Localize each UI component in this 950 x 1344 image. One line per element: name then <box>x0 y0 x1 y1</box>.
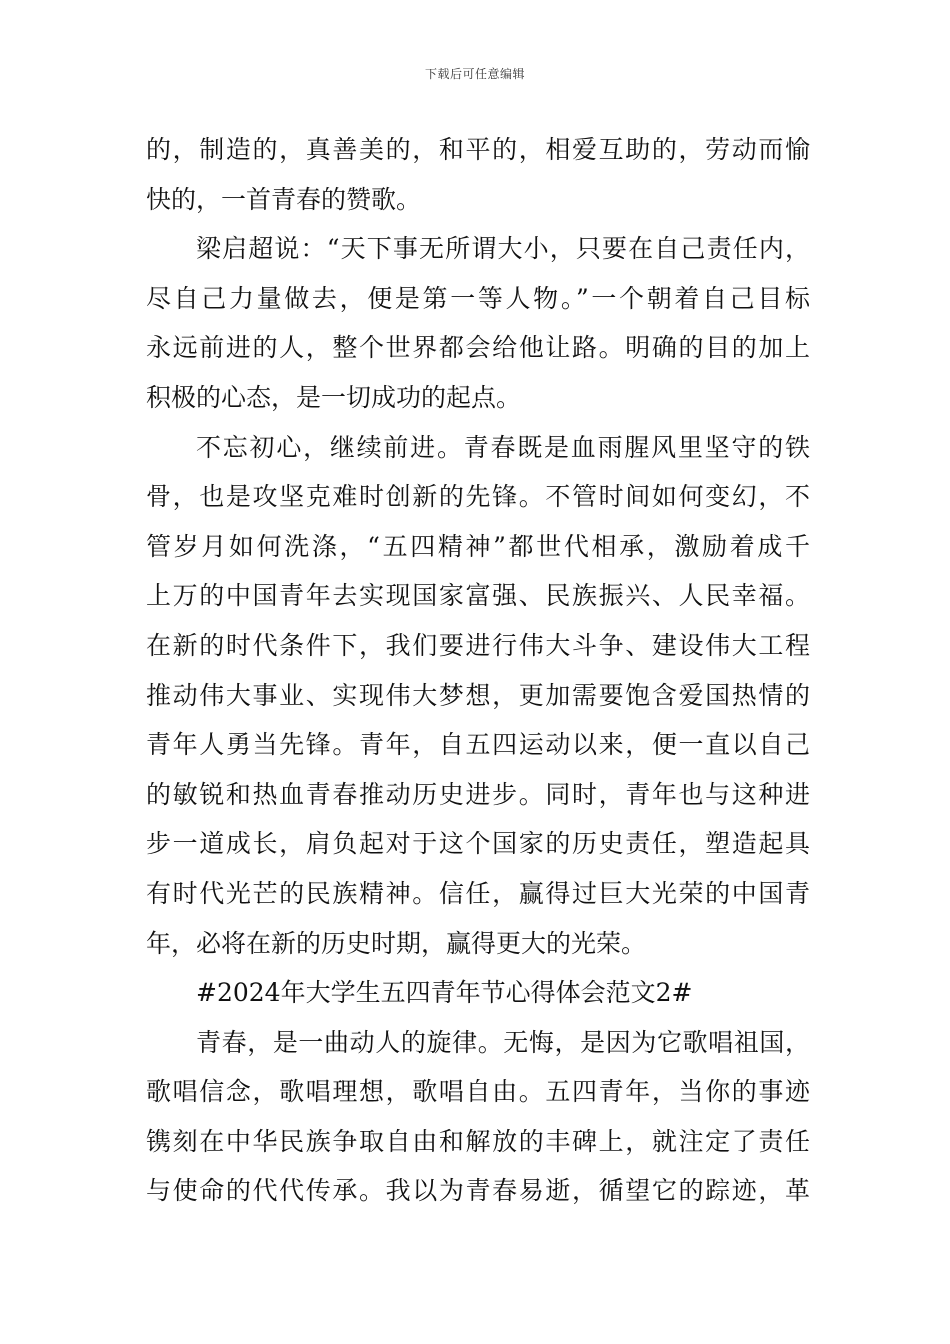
text-line: 的，制造的，真善美的，和平的，相爱互助的，劳动而愉 <box>146 135 810 164</box>
text-line: 年，必将在新的历史时期，赢得更大的光荣。 <box>146 928 647 958</box>
page-header: 下载后可任意编辑 <box>424 67 525 81</box>
text-line: 管岁月如何洗涤，“五四精神”都世代相承，激励着成千 <box>146 531 810 561</box>
text-line: 镌刻在中华民族争取自由和解放的丰碑上，就注定了责任 <box>146 1126 810 1156</box>
text-line: 不忘初心，继续前进。青春既是血雨腥风里坚守的铁 <box>196 432 810 462</box>
text-line: 永远前进的人，整个世界都会给他让路。明确的目的加上 <box>146 333 810 363</box>
text-line: 的敏锐和热血青春推动历史进步。同时，青年也与这种进 <box>146 779 810 809</box>
text-line: #2024年大学生五四青年节心得体会范文2# <box>196 978 693 1008</box>
text-line: 在新的时代条件下，我们要进行伟大斗争、建设伟大工程 <box>146 630 810 660</box>
text-line: 上万的中国青年去实现国家富强、民族振兴、人民幸福。 <box>146 581 810 611</box>
text-line: 歌唱信念，歌唱理想，歌唱自由。五四青年，当你的事迹 <box>146 1077 810 1107</box>
text-line: 与使命的代代传承。我以为青春易逝，循望它的踪迹，革 <box>146 1176 810 1206</box>
text-line: 梁启超说：“天下事无所谓大小，只要在自己责任内， <box>196 234 810 264</box>
text-line: 骨，也是攻坚克难时创新的先锋。不管时间如何变幻，不 <box>146 482 810 512</box>
text-line: 青春，是一曲动人的旋律。无悔，是因为它歌唱祖国， <box>196 1027 810 1057</box>
body-text <box>146 125 810 1216</box>
text-line: 步一道成长，肩负起对于这个国家的历史责任，塑造起具 <box>146 829 810 859</box>
text-line: 青年人勇当先锋。青年，自五四运动以来，便一直以自己 <box>146 730 810 760</box>
text-line: 有时代光芒的民族精神。信任，赢得过巨大光荣的中国青 <box>146 878 810 908</box>
text-line: 推动伟大事业、实现伟大梦想，更加需要饱含爱国热情的 <box>146 680 810 710</box>
text-line: 快的，一首青春的赞歌。 <box>146 184 422 214</box>
text-line: 积极的心态，是一切成功的起点。 <box>146 382 522 412</box>
text-line: 尽自己力量做去，便是第一等人物。”一个朝着自己目标 <box>146 283 810 313</box>
